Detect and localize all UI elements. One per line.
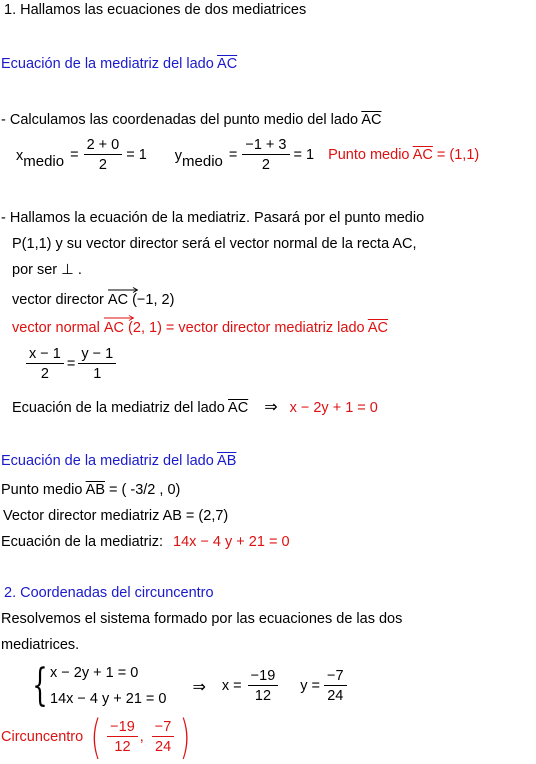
- y-solution-label: y =: [300, 678, 321, 694]
- ac-midpoint-result: Punto medio $\overline{AC} = (1,1)$: [328, 147, 480, 163]
- section-1-title: 1. Hallamos las ecuaciones de dos mediatrices: [4, 2, 307, 18]
- vector-ac-director: AC: [108, 292, 128, 309]
- ac-continuous-equation: $\frac{x - 1}{2}$ = $\frac{y - 1}{1}$: [24, 346, 118, 382]
- system-eq-1: x − 2y + 1 = 0: [50, 665, 139, 681]
- ac-vector-normal: vector normal AC (2, 1) = vector director mediatriz lado $\overline{AC}$: [12, 320, 388, 337]
- x-solution-label: x =: [221, 678, 242, 694]
- s2-para-line-1: Resolvemos el sistema formado por las ecuaciones de las dos: [1, 611, 403, 627]
- s2-para-line-2: mediatrices.: [1, 637, 80, 653]
- x-medio-result: = 1: [126, 147, 147, 163]
- ab-vector-director: Vector director mediatriz AB = (2,7): [3, 508, 229, 524]
- left-paren-icon: (: [90, 710, 102, 764]
- y-medio-fraction: $\frac{-1 + 3}{2}$: [242, 137, 289, 173]
- ac-heading: [1, 56, 237, 73]
- x-solution-fraction: $\frac{-19}{12}$: [248, 668, 279, 704]
- circumcenter-y-fraction: $\frac{-7}{24}$: [152, 719, 175, 755]
- section-2-title: 2. Coordenadas del circuncentro: [4, 585, 214, 601]
- ac-para-line-2: P(1,1) y su vector director será el vector normal de la recta AC,: [12, 236, 417, 252]
- system-eq-2: 14x − 4 y + 21 = 0: [50, 691, 167, 707]
- ac-midpoint-row: xmedio = $\frac{2 + 0}{2}$ = 1 ymedio = $\frac{-1 + 3}{2}$ = 1 Punto medio $\overline{AC} = (1,1)$: [16, 137, 480, 173]
- left-brace-icon: {: [32, 660, 48, 711]
- x-medio-fraction: $\frac{2 + 0}{2}$: [84, 137, 123, 173]
- circumcenter-result: Circuncentro ( $\frac{-19}{12}$ , $\frac{-7}{24}$ ): [1, 710, 191, 764]
- implies-arrow-icon: ⇒: [264, 397, 278, 416]
- y-solution-fraction: $\frac{-7}{24}$: [324, 668, 347, 704]
- ac-final-equation: Ecuación de la mediatriz del lado $\overline{AC}$ ⇒ x − 2y + 1 = 0: [12, 397, 378, 416]
- vector-arrow-icon: [108, 287, 138, 293]
- vector-ac-normal: AC: [104, 320, 124, 337]
- ac-para-line-3: por ser ⊥ .: [12, 262, 82, 278]
- ac-vector-director: vector director AC (−1, 2): [12, 292, 174, 309]
- vector-arrow-icon: [104, 315, 134, 321]
- implies-arrow-icon: ⇒: [192, 676, 206, 696]
- ac-intro: [1, 112, 381, 129]
- circumcenter-x-fraction: $\frac{-19}{12}$: [107, 719, 138, 755]
- x-medio-symbol: xmedio: [16, 147, 65, 170]
- ab-equation: Ecuación de la mediatriz: 14x − 4 y + 21 = 0: [1, 534, 290, 550]
- system-equations: [50, 660, 167, 712]
- ac-para-line-1: - Hallamos la ecuación de la mediatriz. Pasará por el punto medio: [1, 210, 425, 226]
- eq-right-fraction: $\frac{y - 1}{1}$: [78, 346, 116, 382]
- ab-midpoint: Punto medio $\overline{AB}$ = ( -3/2 , 0): [1, 482, 181, 498]
- y-medio-symbol: ymedio: [174, 147, 223, 170]
- eq-left-fraction: $\frac{x - 1}{2}$: [26, 346, 64, 382]
- ac-heading-text: Ecuación de la mediatriz del lado: [1, 56, 218, 72]
- equation-system: [26, 660, 349, 712]
- right-paren-icon: ): [179, 710, 191, 764]
- circumcenter-label: Circuncentro: [1, 729, 84, 745]
- ac-heading-segment: $\overline{AC}$: [217, 56, 238, 72]
- ac-intro-segment: $\overline{AC}$: [361, 112, 382, 128]
- ac-intro-text: - Calculamos las coordenadas del punto medio del lado: [1, 112, 362, 128]
- ab-heading: Ecuación de la mediatriz del lado $\overline{AB}$: [1, 453, 237, 469]
- y-medio-result: = 1: [293, 147, 315, 163]
